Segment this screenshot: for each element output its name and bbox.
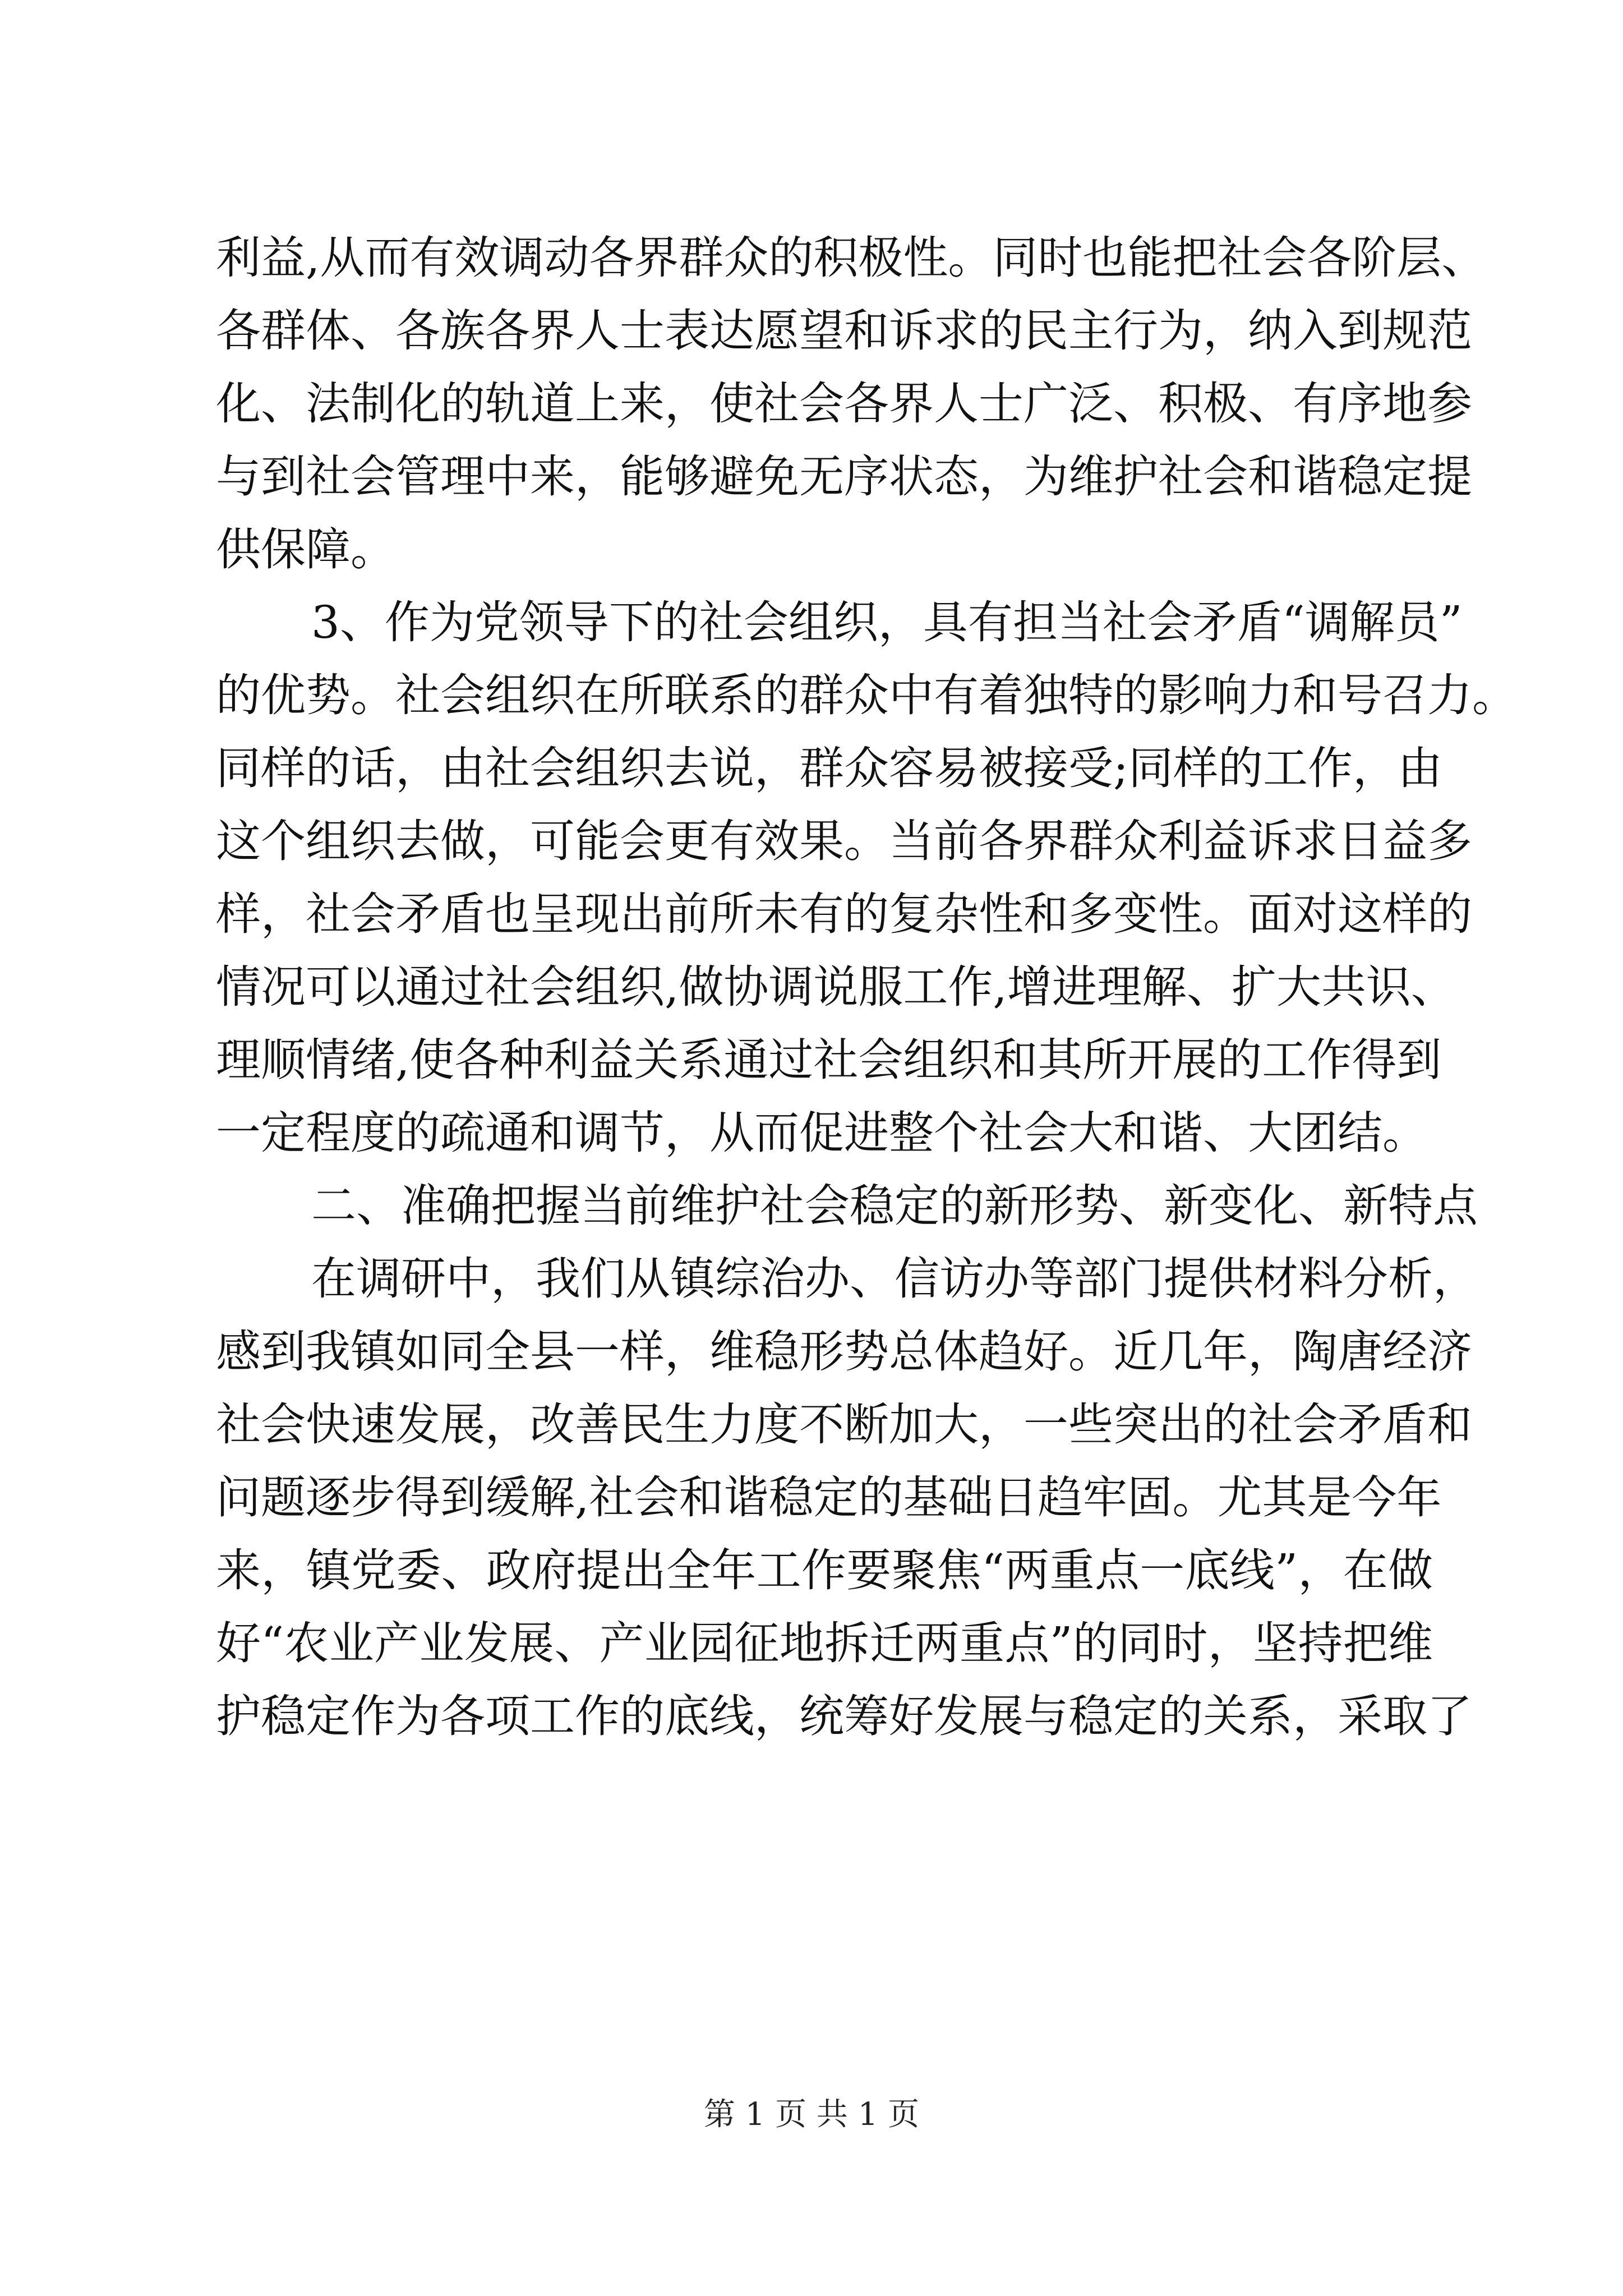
page-number-footer: 第 1 页 共 1 页 bbox=[703, 2096, 920, 2133]
text-line: 同样的话，由社会组织去说，群众容易被接受;同样的工作，由 bbox=[216, 742, 1442, 794]
text-line: 理顺情绪,使各种利益关系通过社会组织和其所开展的工作得到 bbox=[216, 1034, 1442, 1086]
section-heading-3: 3、作为党领导下的社会组织，具有担当社会矛盾“调解员” bbox=[311, 596, 1463, 648]
text-line: 问题逐步得到缓解,社会和谐稳定的基础日趋牢固。尤其是今年 bbox=[216, 1471, 1442, 1524]
text-line: 利益,从而有效调动各界群众的积极性。同时也能把社会各阶层、 bbox=[216, 232, 1487, 284]
text-line: 供保障。 bbox=[216, 523, 395, 576]
text-line: 各群体、各族各界人士表达愿望和诉求的民主行为，纳入到规范 bbox=[216, 305, 1472, 357]
text-line: 的优势。社会组织在所联系的群众中有着独特的影响力和号召力。 bbox=[216, 669, 1517, 721]
text-line: 感到我镇如同全县一样，维稳形势总体趋好。近几年，陶唐经济 bbox=[216, 1326, 1472, 1378]
text-line: 这个组织去做，可能会更有效果。当前各界群众利益诉求日益多 bbox=[216, 815, 1472, 867]
text-line: 一定程度的疏通和调节，从而促进整个社会大和谐、大团结。 bbox=[216, 1107, 1427, 1159]
text-line: 与到社会管理中来，能够避免无序状态，为维护社会和谐稳定提 bbox=[216, 450, 1472, 503]
text-line: 化、法制化的轨道上来，使社会各界人士广泛、积极、有序地参 bbox=[216, 378, 1472, 430]
text-line: 护稳定作为各项工作的底线，统筹好发展与稳定的关系，采取了 bbox=[216, 1690, 1472, 1742]
section-heading-2: 二、准确把握当前维护社会稳定的新形势、新变化、新特点 bbox=[311, 1180, 1478, 1232]
text-line: 好“农业产业发展、产业园征地拆迁两重点”的同时，坚持把维 bbox=[216, 1617, 1433, 1669]
text-line: 样，社会矛盾也呈现出前所未有的复杂性和多变性。面对这样的 bbox=[216, 888, 1472, 940]
text-line: 来，镇党委、政府提出全年工作要聚焦“两重点一底线”，在做 bbox=[216, 1544, 1433, 1596]
document-body bbox=[216, 222, 1517, 1753]
text-line: 社会快速发展，改善民生力度不断加大，一些突出的社会矛盾和 bbox=[216, 1398, 1472, 1451]
text-line: 情况可以通过社会组织,做协调说服工作,增进理解、扩大共识、 bbox=[216, 961, 1456, 1013]
text-line: 在调研中，我们从镇综治办、信访办等部门提供材料分析， bbox=[311, 1253, 1478, 1305]
